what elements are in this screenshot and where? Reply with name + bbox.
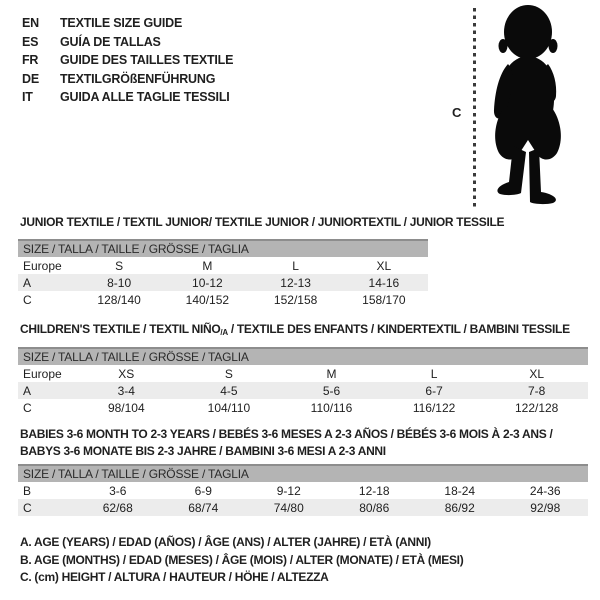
age-cell: 7-8 <box>528 383 546 398</box>
children-section-heading <box>20 322 570 337</box>
height-cell: 92/98 <box>530 500 561 515</box>
language-row-en <box>22 14 233 33</box>
age-cell: 5-6 <box>322 383 341 398</box>
row-label: C <box>23 500 32 515</box>
size-cell: L <box>430 366 438 381</box>
junior-table-header: SIZE / TALLA / TAILLE / GRÖSSE / TAGLIA <box>18 239 428 257</box>
language-code: EN <box>22 16 39 31</box>
row-label: Europe <box>23 366 62 381</box>
size-cell: XS <box>118 366 135 381</box>
height-cell: 152/158 <box>273 292 318 307</box>
row-label: A <box>23 275 32 290</box>
children-heading-part1: CHILDREN'S TEXTILE / TEXTIL NIÑO <box>20 322 221 336</box>
babies-table-header: SIZE / TALLA / TAILLE / GRÖSSE / TAGLIA <box>18 464 588 482</box>
size-cell: L <box>292 258 299 273</box>
size-cell: XL <box>529 366 545 381</box>
height-measure-label: C <box>452 105 462 120</box>
row-label: C <box>23 292 32 307</box>
language-title: GUIDE DES TAILLES TEXTILE <box>60 53 234 68</box>
size-cell: XL <box>376 258 392 273</box>
language-code: IT <box>22 90 33 105</box>
language-row-de <box>22 70 233 89</box>
footnote-age-years: A. AGE (YEARS) / EDAD (AÑOS) / ÂGE (ANS) / ALTER (JAHRE) / ETÀ (ANNI) <box>20 535 431 549</box>
language-code: ES <box>22 34 39 49</box>
language-title: GUIDA ALLE TAGLIE TESSILI <box>60 90 230 105</box>
height-cell: 68/74 <box>188 500 219 515</box>
language-list <box>22 14 233 107</box>
height-cell: 110/116 <box>310 400 353 415</box>
height-cell: 158/170 <box>362 292 406 307</box>
toddler-silhouette-icon <box>482 4 574 209</box>
height-cell: 116/122 <box>412 400 456 415</box>
height-cell: 74/80 <box>273 500 304 515</box>
table-row <box>18 382 588 399</box>
children-table-header: SIZE / TALLA / TAILLE / GRÖSSE / TAGLIA <box>18 347 588 365</box>
height-cell: 62/68 <box>102 500 133 515</box>
babies-heading-line2: BABYS 3-6 MONATE BIS 2-3 JAHRE / BAMBINI 3-6 MESI A 2-3 ANNI <box>20 444 386 458</box>
table-row <box>18 365 588 382</box>
children-heading-part2: / TEXTILE DES ENFANTS / KINDERTEXTIL / BAMBINI TESSILE <box>227 322 570 336</box>
language-row-es <box>22 33 233 52</box>
size-cell: S <box>224 366 233 381</box>
height-dotted-line <box>473 8 476 208</box>
age-cell: 6-9 <box>194 483 212 498</box>
age-cell: 10-12 <box>192 275 223 290</box>
age-cell: 3-4 <box>117 383 135 398</box>
age-cell: 24-36 <box>529 483 561 498</box>
age-cell: 6-7 <box>425 383 443 398</box>
height-cell: 128/140 <box>97 292 141 307</box>
babies-heading-line1: BABIES 3-6 MONTH TO 2-3 YEARS / BEBÉS 3-6 MESES A 2-3 AÑOS / BÉBÉS 3-6 MOIS À 2-3 ANS / <box>20 427 553 441</box>
size-cell: M <box>326 366 337 381</box>
babies-section-heading <box>20 426 552 460</box>
footnote-age-months: B. AGE (MONTHS) / EDAD (MESES) / ÂGE (MOIS) / ALTER (MONATE) / ETÀ (MESI) <box>20 552 464 567</box>
age-cell: 14-16 <box>368 275 400 290</box>
height-cell: 104/110 <box>207 400 251 415</box>
babies-size-table <box>18 464 588 516</box>
row-label: A <box>23 383 32 398</box>
size-cell: M <box>202 258 213 273</box>
age-cell: 9-12 <box>276 483 301 498</box>
height-cell: 98/104 <box>107 400 145 415</box>
row-label: B <box>23 483 32 498</box>
table-row <box>18 482 588 499</box>
language-row-fr <box>22 51 233 70</box>
footnote-height: C. (cm) HEIGHT / ALTURA / HAUTEUR / HÖHE / ALTEZZA <box>20 570 329 584</box>
height-cell: 86/92 <box>444 500 475 515</box>
table-row <box>18 291 428 308</box>
age-cell: 3-6 <box>109 483 127 498</box>
age-cell: 12-18 <box>358 483 390 498</box>
children-size-table <box>18 347 588 416</box>
height-cell: 140/152 <box>185 292 230 307</box>
table-row <box>18 399 588 416</box>
size-cell: S <box>115 258 124 273</box>
junior-size-table <box>18 239 428 308</box>
language-title: GUÍA DE TALLAS <box>60 34 161 49</box>
children-heading-subscript: /A <box>220 328 228 337</box>
height-cell: 80/86 <box>359 500 390 515</box>
age-cell: 18-24 <box>444 483 476 498</box>
language-title: TEXTILGRÖßENFÜHRUNG <box>60 71 216 86</box>
language-title: TEXTILE SIZE GUIDE <box>60 16 183 31</box>
table-row <box>18 257 428 274</box>
table-row <box>18 499 588 516</box>
age-cell: 8-10 <box>107 275 132 290</box>
table-row <box>18 274 428 291</box>
height-cell: 122/128 <box>514 400 559 415</box>
age-cell: 12-13 <box>280 275 311 290</box>
junior-section-heading: JUNIOR TEXTILE / TEXTIL JUNIOR/ TEXTILE JUNIOR / JUNIORTEXTIL / JUNIOR TESSILE <box>20 215 505 229</box>
language-row-it <box>22 88 233 107</box>
row-label: Europe <box>23 258 62 273</box>
language-code: FR <box>22 53 39 68</box>
language-code: DE <box>22 71 39 86</box>
footnote-legend <box>20 534 463 587</box>
row-label: C <box>23 400 32 415</box>
age-cell: 4-5 <box>220 383 238 398</box>
